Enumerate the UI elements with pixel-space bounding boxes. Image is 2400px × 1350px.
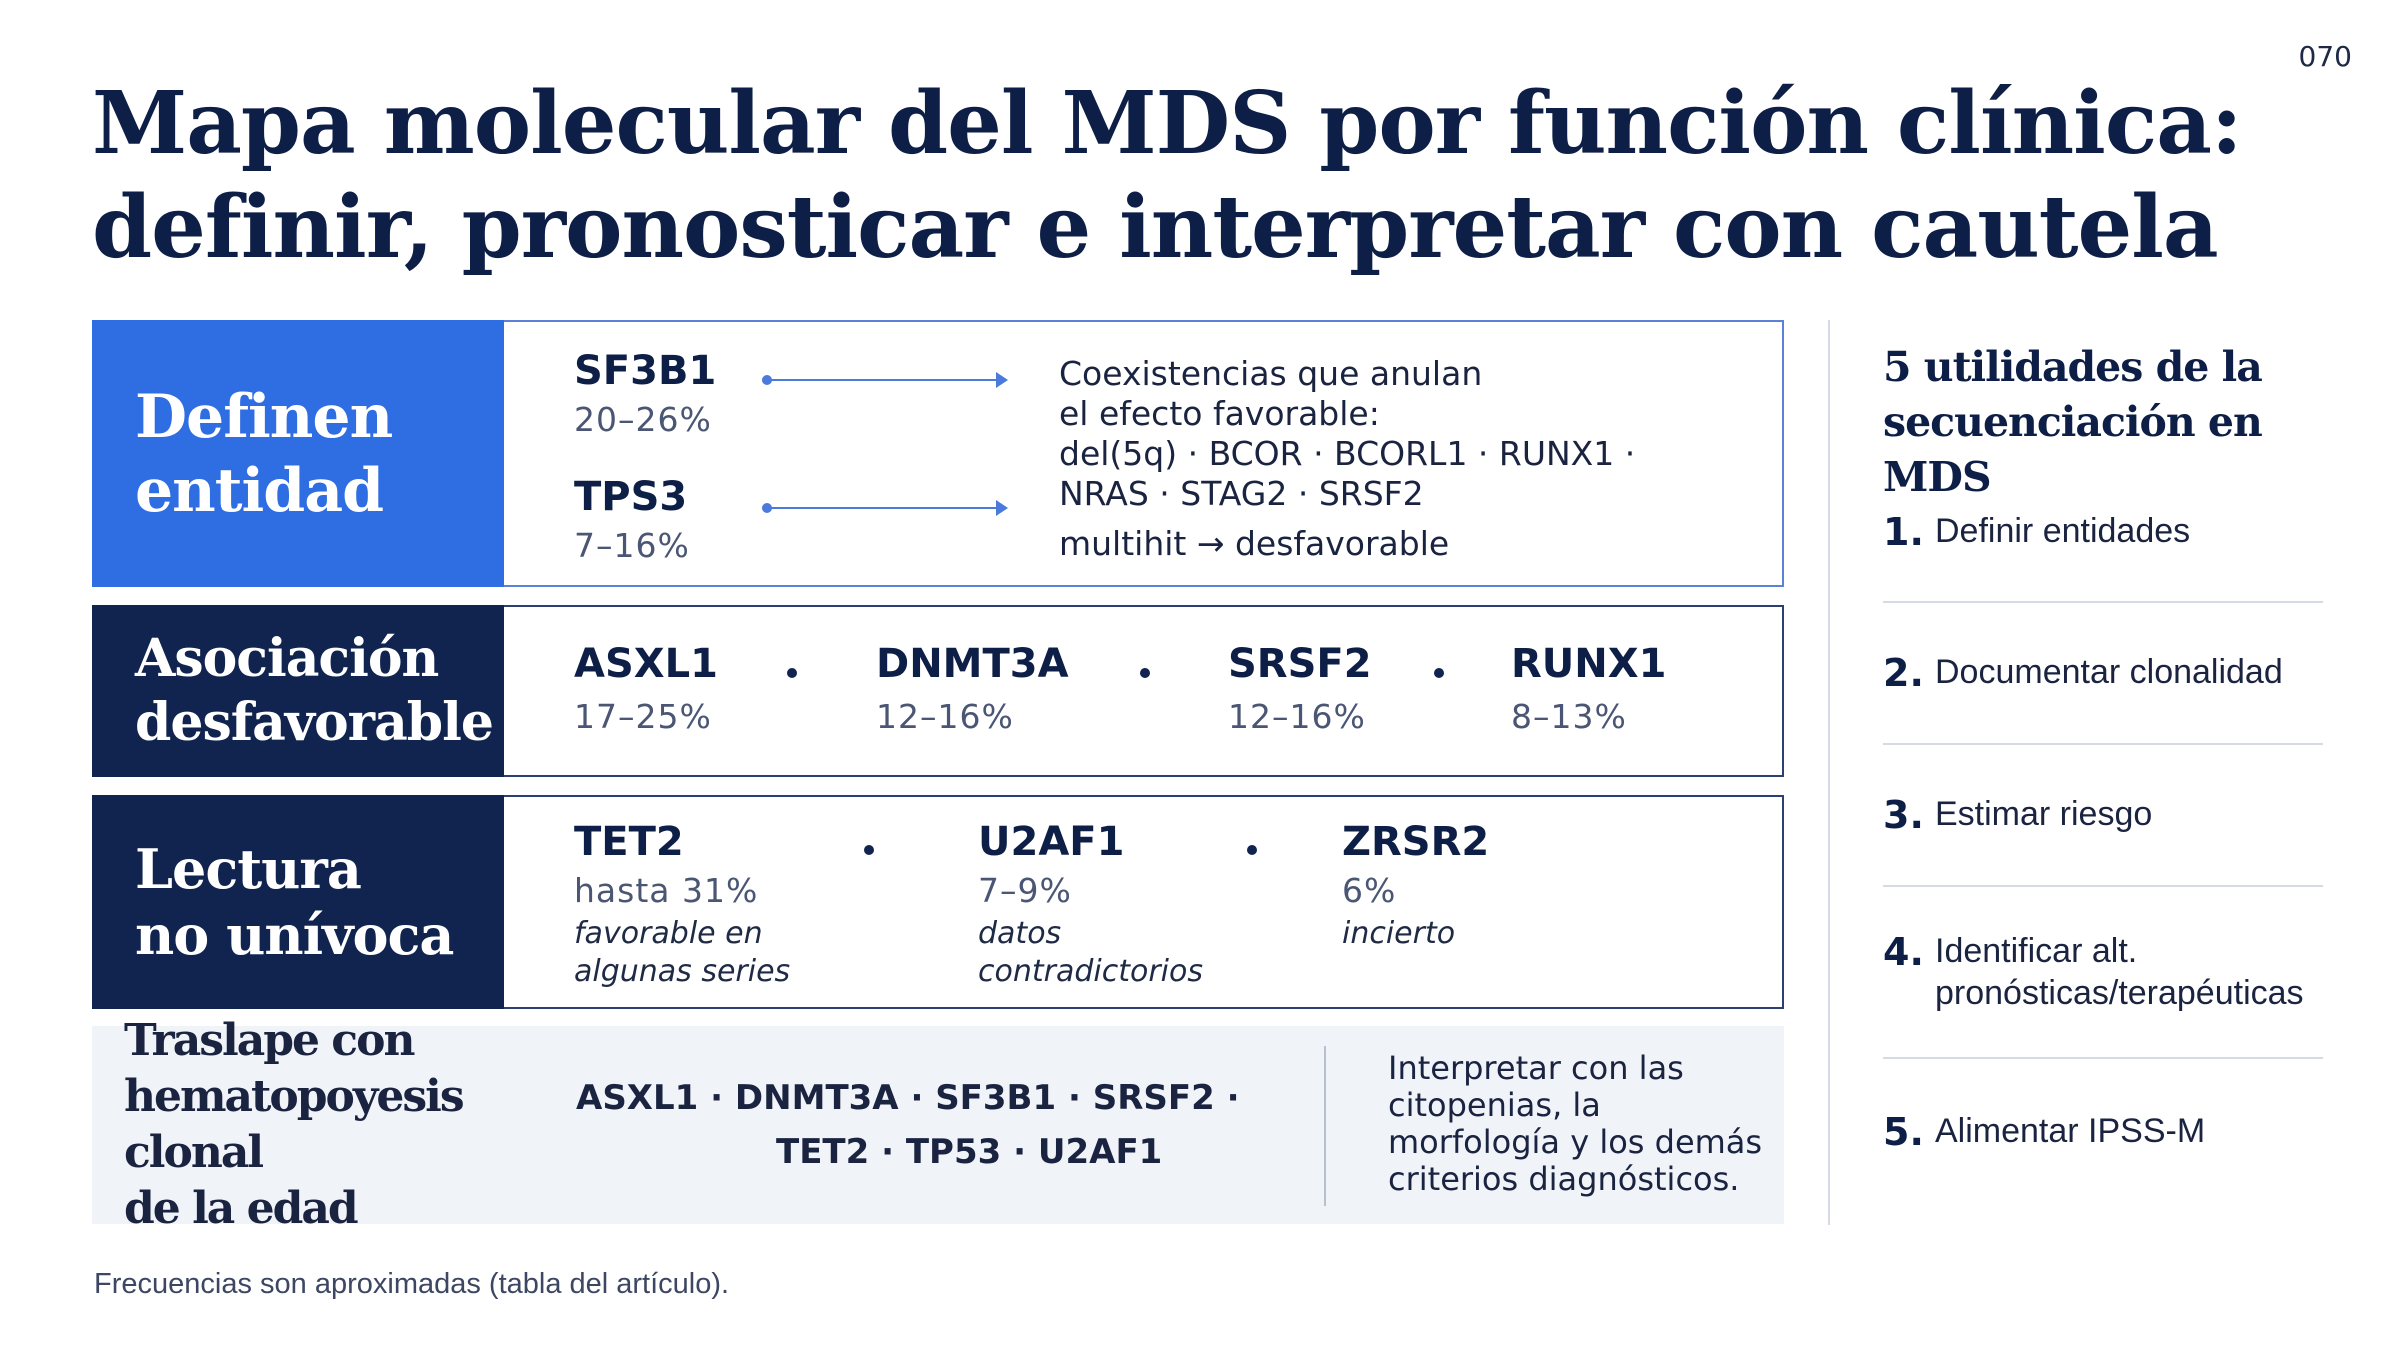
gene-frequency: 7–16% — [574, 526, 690, 565]
overlap-gene-list: TET2 · TP53 · U2AF1 — [776, 1132, 1163, 1172]
sidebar-title-line: 5 utilidades de la — [1883, 343, 2262, 391]
coexistence-line: Coexistencias que anulan — [1059, 354, 1483, 393]
page-title — [92, 72, 2242, 280]
row-label-ambiguous — [92, 795, 504, 1009]
row-label-define-entity — [92, 320, 504, 587]
gene-note-line: contradictorios — [978, 954, 1203, 989]
utility-number: 5. — [1883, 1110, 1924, 1154]
gene-note-line: favorable en — [574, 916, 763, 951]
gene-note — [574, 915, 790, 991]
row-label-line: entidad — [135, 455, 384, 526]
gene-frequency: hasta 31% — [574, 871, 759, 910]
row-define-entity — [92, 320, 1784, 587]
utility-separator — [1883, 743, 2323, 745]
utility-number: 2. — [1883, 651, 1924, 695]
sidebar-title-line: secuenciación en MDS — [1883, 398, 2262, 501]
page-number: 070 — [2298, 40, 2352, 73]
sidebar-utilities — [1883, 340, 2323, 1154]
row-label-line: no unívoca — [135, 903, 454, 967]
row-label-line: Traslape con — [124, 1015, 414, 1066]
row-content-define-entity — [504, 320, 1784, 587]
utility-separator — [1883, 885, 2323, 887]
row-label-line: Asociación — [135, 628, 439, 689]
row-content-ambiguous — [504, 795, 1784, 1009]
utility-item — [1883, 793, 2323, 837]
gene-note-line: datos — [978, 916, 1062, 951]
utility-item — [1883, 651, 2323, 695]
row-content-unfavorable — [504, 605, 1784, 777]
overlap-gene-list: ASXL1 · DNMT3A · SF3B1 · SRSF2 · — [576, 1078, 1240, 1118]
utility-separator — [1883, 601, 2323, 603]
overlap-interpretation-note: Interpretar con las citopenias, la morfología y los demás criterios diagnósticos. — [1388, 1049, 1763, 1198]
utility-label: Documentar clonalidad — [1935, 653, 2283, 691]
gene-frequency: 6% — [1342, 871, 1397, 910]
sidebar-title — [1883, 340, 2323, 505]
row-label-unfavorable — [92, 605, 504, 777]
utility-number: 1. — [1883, 510, 1924, 554]
row-label-line: Definen — [135, 381, 393, 452]
coexistence-line: NRAS · STAG2 · SRSF2 — [1059, 474, 1424, 513]
utility-number: 4. — [1883, 930, 1924, 974]
separator-dot — [1434, 668, 1444, 678]
multihit-note: multihit → desfavorable — [1059, 524, 1450, 563]
utility-label: Alimentar IPSS-M — [1935, 1112, 2206, 1150]
utility-item — [1883, 1110, 2323, 1154]
arrow-right-icon — [766, 507, 1006, 509]
utility-label: Identificar alt. pronósticas/terapéuticas — [1935, 932, 2304, 1012]
gene-name: SRSF2 — [1228, 641, 1372, 687]
row-label-line: desfavorable — [135, 692, 493, 753]
utility-separator — [1883, 1057, 2323, 1059]
row-label-line: Lectura — [135, 837, 361, 901]
utility-item — [1883, 510, 2323, 554]
coexistence-line: el efecto favorable: — [1059, 394, 1380, 433]
gene-frequency: 12–16% — [876, 697, 1014, 736]
row-label-line: hematopoyesis clonal — [124, 1071, 463, 1178]
gene-name: SF3B1 — [574, 348, 717, 394]
separator-dot — [1140, 668, 1150, 678]
gene-name: TPS3 — [574, 474, 688, 520]
arrow-right-icon — [766, 379, 1006, 381]
utility-number: 3. — [1883, 793, 1924, 837]
gene-frequency: 8–13% — [1511, 697, 1627, 736]
gene-name: DNMT3A — [876, 641, 1069, 687]
gene-note — [978, 915, 1203, 991]
row-label-clonal-overlap — [92, 1015, 504, 1234]
gene-frequency: 7–9% — [978, 871, 1072, 910]
gene-name: U2AF1 — [978, 819, 1125, 865]
separator-dot — [1247, 845, 1257, 855]
separator-dot — [864, 845, 874, 855]
coexistence-line: del(5q) · BCOR · BCORL1 · RUNX1 · — [1059, 434, 1636, 473]
gene-name: ZRSR2 — [1342, 819, 1490, 865]
gene-frequency: 17–25% — [574, 697, 712, 736]
coexistence-note — [1059, 354, 1635, 564]
gene-note — [1342, 915, 1455, 953]
footnote: Frecuencias son aproximadas (tabla del artículo). — [94, 1268, 730, 1300]
gene-note-line: incierto — [1342, 916, 1456, 951]
gene-note-line: algunas series — [574, 954, 791, 989]
gene-name: ASXL1 — [574, 641, 718, 687]
gene-frequency: 12–16% — [1228, 697, 1366, 736]
row-label-line: de la edad — [124, 1183, 357, 1234]
utility-label: Estimar riesgo — [1935, 795, 2153, 833]
utility-item — [1883, 930, 2323, 1014]
gene-frequency: 20–26% — [574, 400, 712, 439]
page-title-line-2: definir, pronosticar e interpretar con cautela — [92, 177, 2218, 278]
row-clonal-overlap — [92, 1015, 1784, 1234]
sidebar-divider — [1828, 320, 1830, 1225]
vertical-divider — [1324, 1046, 1326, 1206]
separator-dot — [787, 668, 797, 678]
page-title-line-1: Mapa molecular del MDS por función clínica: — [92, 73, 2242, 174]
row-content-clonal-overlap — [504, 1026, 1784, 1224]
row-ambiguous — [92, 795, 1784, 1009]
gene-name: TET2 — [574, 819, 684, 865]
row-unfavorable — [92, 605, 1784, 777]
gene-name: RUNX1 — [1511, 641, 1667, 687]
utility-label: Definir entidades — [1935, 512, 2191, 550]
